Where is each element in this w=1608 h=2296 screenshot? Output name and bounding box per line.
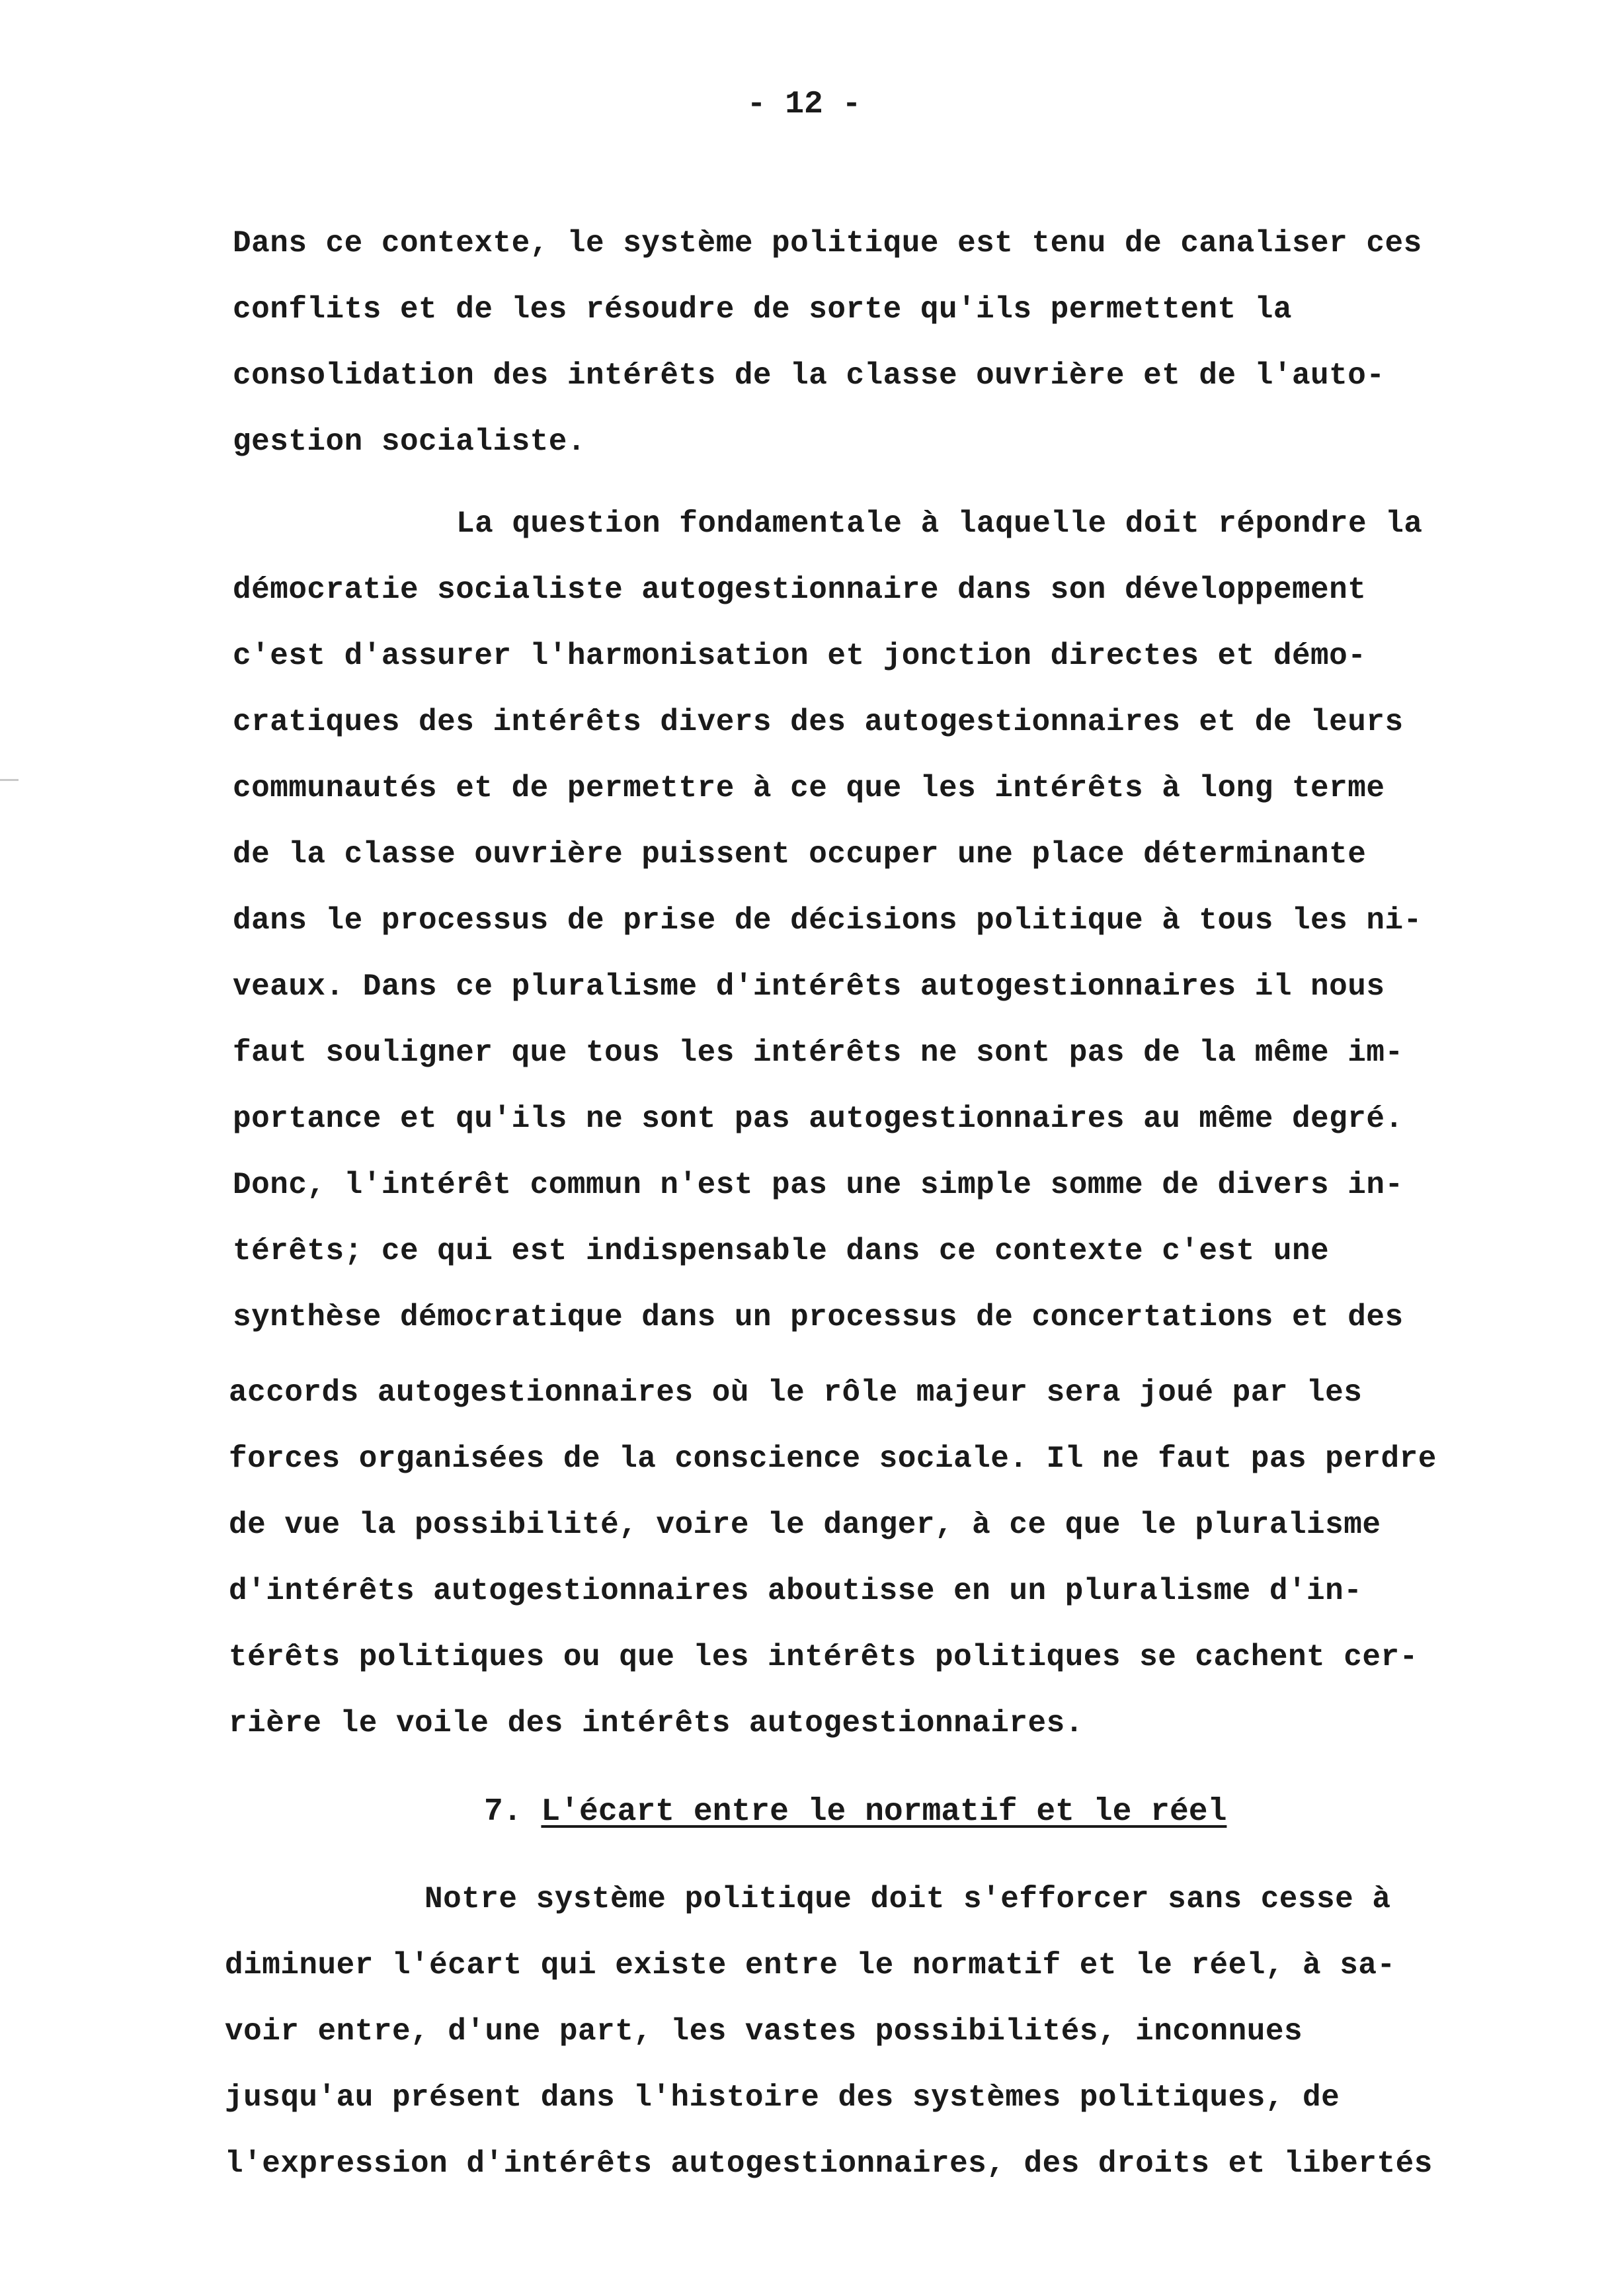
paragraph-3-line: jusqu'au présent dans l'histoire des systèmes politiques, de (225, 2080, 1340, 2115)
paragraph-2-line: forces organisées de la conscience sociale. Il ne faut pas perdre (229, 1442, 1437, 1476)
paragraph-1-line: Dans ce contexte, le système politique est tenu de canaliser ces (233, 226, 1422, 261)
paragraph-2-line: Donc, l'intérêt commun n'est pas une simple somme de divers in- (233, 1168, 1404, 1202)
paragraph-2-line: veaux. Dans ce pluralisme d'intérêts autogestionnaires il nous (233, 969, 1385, 1004)
paragraph-2-line: térêts politiques ou que les intérêts politiques se cachent cer- (229, 1640, 1418, 1674)
paragraph-2-line: dans le processus de prise de décisions politique à tous les ni- (233, 903, 1422, 938)
page-number: - 12 - (746, 87, 862, 122)
section-heading-title: L'écart entre le normatif et le réel (541, 1794, 1227, 1830)
paragraph-3-line: voir entre, d'une part, les vastes possibilités, inconnues (225, 2014, 1303, 2049)
paragraph-2-line: portance et qu'ils ne sont pas autogestionnaires au même degré. (233, 1102, 1404, 1136)
section-heading (484, 1793, 1226, 1830)
paragraph-2-line: La question fondamentale à laquelle doit répondre la (456, 507, 1423, 541)
paragraph-3-line: Notre système politique doit s'efforcer sans cesse à (424, 1882, 1391, 1916)
paragraph-2-line: térêts; ce qui est indispensable dans ce contexte c'est une (233, 1234, 1330, 1268)
paragraph-2-line: d'intérêts autogestionnaires aboutisse en un pluralisme d'in- (229, 1574, 1363, 1608)
paragraph-3-line: diminuer l'écart qui existe entre le normatif et le réel, à sa- (225, 1948, 1396, 1983)
paragraph-1-line: gestion socialiste. (233, 425, 586, 459)
margin-mark (0, 779, 19, 781)
paragraph-2-line: c'est d'assurer l'harmonisation et jonction directes et démo- (233, 639, 1367, 673)
paragraph-2-line: synthèse démocratique dans un processus de concertations et des (233, 1300, 1404, 1334)
paragraph-2-line: de vue la possibilité, voire le danger, à ce que le pluralisme (229, 1508, 1381, 1542)
paragraph-2-line: communautés et de permettre à ce que les intérêts à long terme (233, 771, 1385, 805)
section-heading-number: 7. (484, 1794, 522, 1830)
paragraph-2-line: faut souligner que tous les intérêts ne sont pas de la même im- (233, 1036, 1404, 1070)
paragraph-2-line: démocratie socialiste autogestionnaire dans son développement (233, 573, 1367, 607)
paragraph-2-line: cratiques des intérêts divers des autogestionnaires et de leurs (233, 705, 1404, 739)
paragraph-1-line: conflits et de les résoudre de sorte qu'ils permettent la (233, 292, 1292, 327)
paragraph-2-line: accords autogestionnaires où le rôle majeur sera joué par les (229, 1375, 1363, 1410)
paragraph-1-line: consolidation des intérêts de la classe ouvrière et de l'auto- (233, 358, 1385, 393)
paragraph-2-line: de la classe ouvrière puissent occuper une place déterminante (233, 837, 1367, 872)
paragraph-3-line: l'expression d'intérêts autogestionnaires, des droits et libertés (225, 2147, 1433, 2181)
paragraph-2-line: rière le voile des intérêts autogestionnaires. (229, 1706, 1084, 1741)
